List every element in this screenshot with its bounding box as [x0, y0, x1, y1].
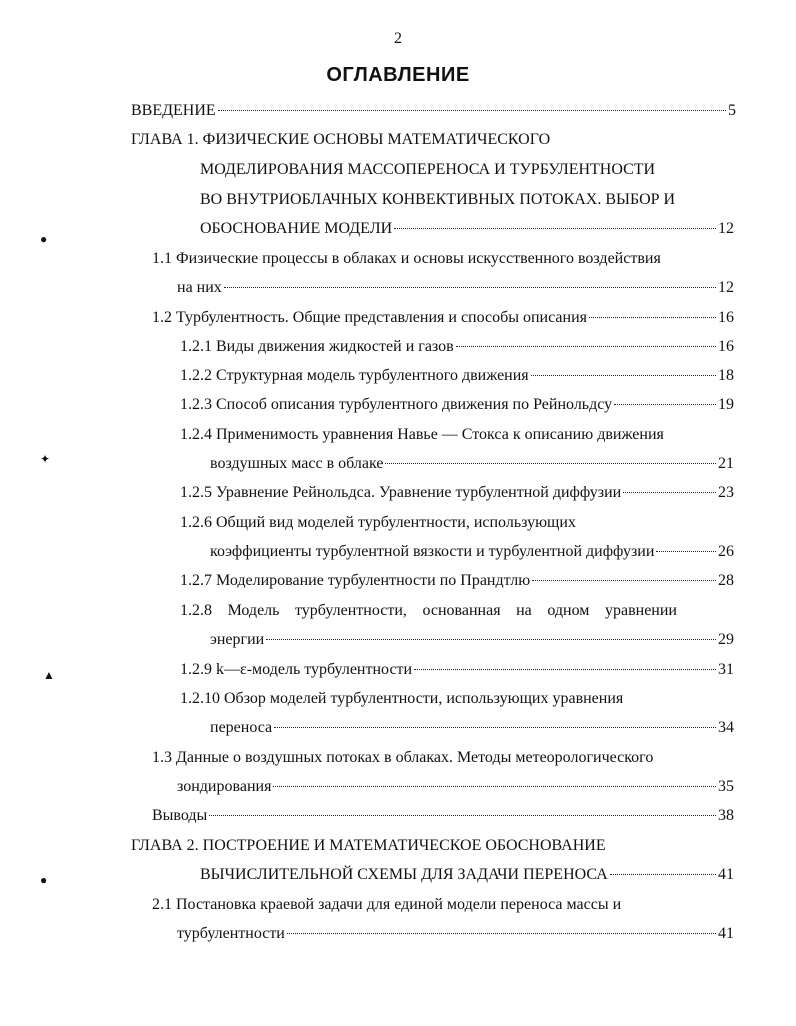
dot-leader	[394, 228, 716, 229]
toc-entry-page: 38	[718, 807, 734, 824]
section-1-3-line-1: 1.3 Данные о воздушных потоках в облаках. Методы метеорологического	[152, 749, 654, 766]
word: уравнении	[604, 602, 677, 619]
word: Модель	[227, 602, 280, 619]
toc-entry-label: воздушных масс в облаке	[210, 455, 384, 472]
page-number: 2	[394, 30, 402, 47]
section-1-2-10-line-1: 1.2.10 Обзор моделей турбулентности, использующих уравнения	[180, 690, 624, 707]
section-1-2-4-line-1: 1.2.4 Применимость уравнения Навье — Стокса к описанию движения	[180, 426, 664, 443]
toc-entry-page: 29	[718, 631, 734, 648]
toc-entry-page: 21	[718, 455, 734, 472]
chapter-1-title-line-3: ВО ВНУТРИОБЛАЧНЫХ КОНВЕКТИВНЫХ ПОТОКАХ. ВЫБОР И	[200, 191, 676, 208]
toc-entry-label: ВВЕДЕНИЕ	[131, 102, 216, 119]
toc-entry-page: 41	[718, 866, 734, 883]
dot-leader	[273, 786, 716, 787]
toc-entry-section-1-2-8	[210, 630, 734, 650]
dot-leader	[218, 110, 726, 111]
toc-entry-chapter-2	[200, 865, 734, 885]
toc-entry-page: 19	[718, 396, 734, 413]
toc-entry-section-1-2-10	[210, 718, 734, 738]
toc-entry-label: зондирования	[177, 778, 272, 795]
toc-entry-label: 1.2.1 Виды движения жидкостей и газов	[180, 338, 454, 355]
section-1-2-8-line-1	[180, 601, 677, 621]
toc-entry-page: 35	[718, 778, 734, 795]
section-2-1-line-1: 2.1 Постановка краевой задачи для единой модели переноса массы и	[152, 896, 622, 913]
toc-entry-page: 12	[718, 279, 734, 296]
toc-entry-section-1-2-4	[210, 454, 734, 474]
toc-entry-label: ВЫЧИСЛИТЕЛЬНОЙ СХЕМЫ ДЛЯ ЗАДАЧИ ПЕРЕНОСА	[200, 866, 608, 883]
toc-entry-intro	[131, 101, 736, 121]
toc-entry-label: ОБОСНОВАНИЕ МОДЕЛИ	[200, 220, 393, 237]
toc-entry-label: 1.2.7 Моделирование турбулентности по Прандтлю	[180, 572, 531, 589]
toc-entry-page: 31	[718, 661, 734, 678]
dot-leader	[623, 492, 716, 493]
toc-entry-section-1-2-6	[210, 542, 734, 562]
word: 1.2.8	[180, 602, 212, 619]
toc-entry-label: коэффициенты турбулентной вязкости и турбулентной диффузии	[210, 543, 655, 560]
page-title: ОГЛАВЛЕНИЕ	[326, 64, 470, 86]
toc-entry-section-1-2	[152, 308, 734, 328]
toc-entry-page: 34	[718, 719, 734, 736]
toc-entry-label: энергии	[210, 631, 265, 648]
punch-hole-mark: ●	[40, 873, 48, 887]
toc-entry-page: 16	[718, 338, 734, 355]
dot-leader	[266, 639, 716, 640]
chapter-2-title-line-1: ГЛАВА 2. ПОСТРОЕНИЕ И МАТЕМАТИЧЕСКОЕ ОБОСНОВАНИЕ	[131, 837, 606, 854]
word: турбулентности,	[295, 602, 407, 619]
toc-entry-page: 28	[718, 572, 734, 589]
toc-entry-section-1-2-2	[180, 366, 734, 386]
dot-leader	[531, 375, 716, 376]
dot-leader	[209, 815, 716, 816]
toc-entry-chapter-1	[200, 219, 734, 239]
dot-leader	[656, 551, 716, 552]
dot-leader	[274, 727, 716, 728]
toc-entry-label: 1.2.3 Способ описания турбулентного движения по Рейнольдсу	[180, 396, 613, 413]
toc-entry-section-1-1	[177, 278, 734, 298]
punch-hole-mark: ●	[40, 232, 48, 246]
dot-leader	[532, 580, 716, 581]
chapter-1-title-line-2: МОДЕЛИРОВАНИЯ МАССОПЕРЕНОСА И ТУРБУЛЕНТНОСТИ	[200, 161, 656, 178]
toc-entry-page: 26	[718, 543, 734, 560]
toc-entry-label: 1.2.9 k—ε-модель турбулентности	[180, 661, 413, 678]
toc-entry-section-1-2-7	[180, 571, 734, 591]
toc-entry-section-2-1	[177, 924, 734, 944]
toc-entry-section-1-3	[177, 777, 734, 797]
dot-leader	[614, 404, 716, 405]
dot-leader	[385, 463, 716, 464]
section-1-2-6-line-1: 1.2.6 Общий вид моделей турбулентности, использующих	[180, 514, 576, 531]
toc-entry-label: на них	[177, 279, 222, 296]
toc-entry-label: переноса	[210, 719, 273, 736]
punch-hole-mark: ▲	[43, 668, 55, 682]
toc-entry-page: 18	[718, 367, 734, 384]
toc-entry-page: 41	[718, 925, 734, 942]
toc-entry-label: 1.2 Турбулентность. Общие представления и способы описания	[152, 309, 587, 326]
dot-leader	[287, 933, 716, 934]
word: на	[516, 602, 532, 619]
toc-entry-page: 12	[718, 220, 734, 237]
toc-entry-page: 16	[718, 309, 734, 326]
toc-entry-label: 1.2.2 Структурная модель турбулентного движения	[180, 367, 529, 384]
dot-leader	[414, 669, 716, 670]
dot-leader	[456, 346, 716, 347]
toc-entry-label: 1.2.5 Уравнение Рейнольдса. Уравнение турбулентной диффузии	[180, 484, 622, 501]
toc-entry-label: турбулентности	[177, 925, 285, 942]
dot-leader	[224, 287, 716, 288]
toc-entry-section-1-2-9	[180, 660, 734, 680]
dot-leader	[610, 874, 716, 875]
toc-entry-conclusions	[152, 806, 734, 826]
toc-entry-section-1-2-1	[180, 337, 734, 357]
word: одном	[547, 602, 590, 619]
toc-entry-page: 23	[718, 484, 734, 501]
toc-entry-section-1-2-3	[180, 395, 734, 415]
word: основанная	[422, 602, 501, 619]
section-1-1-line-1: 1.1 Физические процессы в облаках и основы искусственного воздействия	[152, 250, 661, 267]
punch-hole-mark: ✦	[40, 452, 51, 466]
toc-entry-label: Выводы	[152, 807, 208, 824]
toc-entry-page: 5	[728, 102, 736, 119]
chapter-1-title-line-1: ГЛАВА 1. ФИЗИЧЕСКИЕ ОСНОВЫ МАТЕМАТИЧЕСКОГО	[131, 131, 551, 148]
dot-leader	[589, 317, 716, 318]
toc-entry-section-1-2-5	[180, 483, 734, 503]
